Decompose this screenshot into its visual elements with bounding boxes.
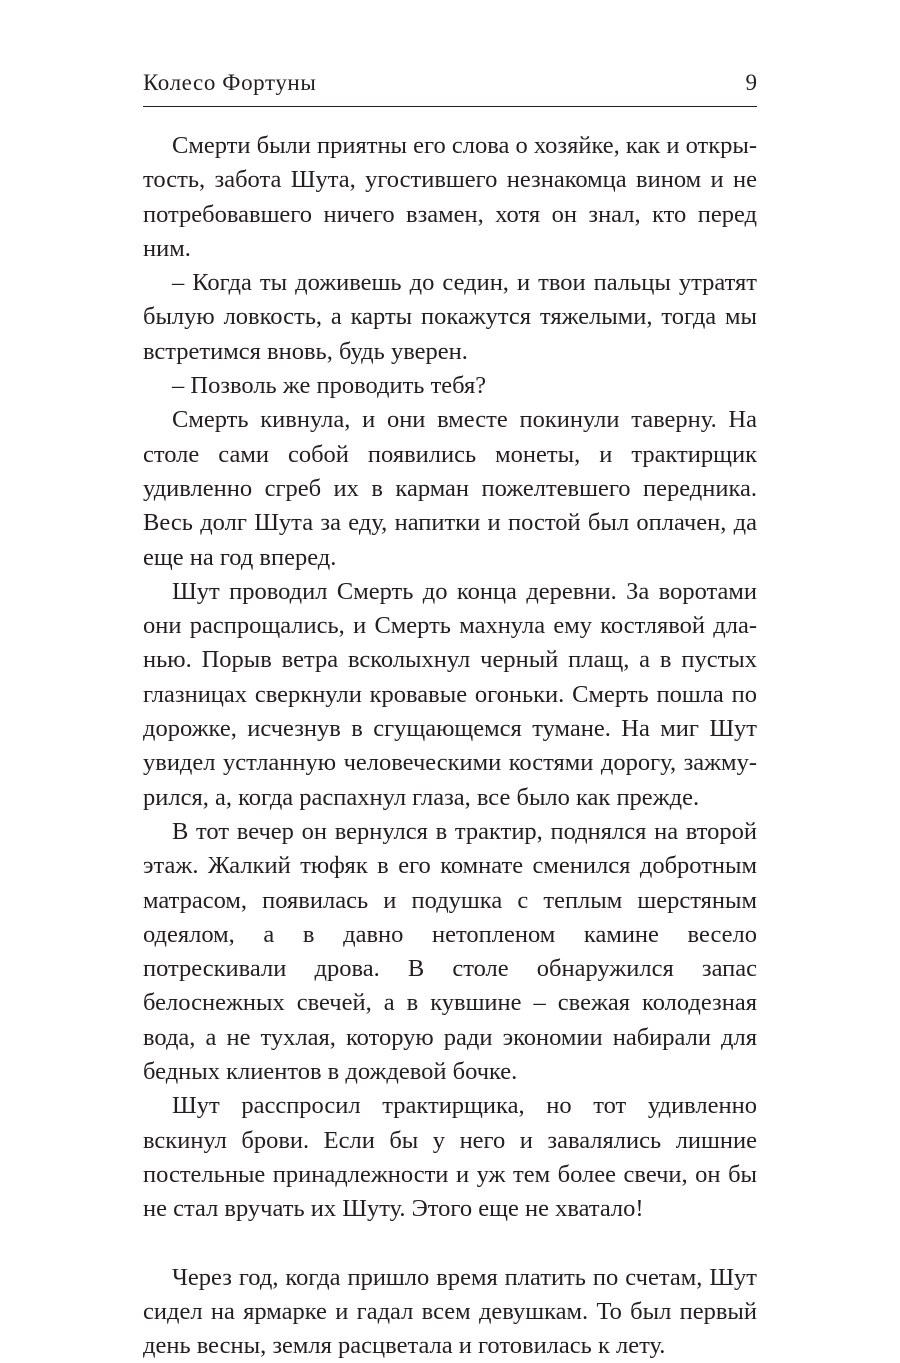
- paragraph-dialogue: – Когда ты доживешь до седин, и твои пальцы утратят былую ловкость, а карты покажутся тяжелыми, тогда мы встретимся вновь, будь уверен.: [143, 266, 757, 369]
- paragraph: Смерть кивнула, и они вместе покинули таверну. На столе сами собой появились монеты, и трактирщик удивленно сгреб их в карман пожелтевшего передника. Весь долг Шута за еду, напитки и постой был оплачен, да еще на год вперед.: [143, 403, 757, 574]
- paragraph: Через год, когда пришло время платить по счетам, Шут сидел на ярмарке и гадал всем девушкам. То был первый день весны, земля расцветала и готовилась к лету.: [143, 1261, 757, 1363]
- page-number: 9: [746, 70, 758, 96]
- body-text: [143, 129, 757, 1363]
- paragraph: Смерти были приятны его слова о хозяйке, как и открытость, забота Шута, угостившего незнакомца вином и не потребовавшего ничего взамен, хотя он знал, кто перед ним.: [143, 129, 757, 266]
- page-header: [143, 70, 757, 100]
- paragraph: В тот вечер он вернулся в трактир, поднялся на второй этаж. Жалкий тюфяк в его комнате сменился добротным матрасом, появилась и подушка с теплым шерстяным одеялом, а в давно нетопленом камине весело потрескивали дрова. В столе обнаружился запас белоснежных свечей, а в кувшине – свежая колодезная вода, а не тухлая, которую ради экономии набирали для бедных клиентов в дождевой бочке.: [143, 815, 757, 1089]
- running-title: Колесо Фортуны: [143, 70, 316, 96]
- paragraph-dialogue: – Позволь же проводить тебя?: [143, 369, 757, 403]
- paragraph: Шут расспросил трактирщика, но тот удивленно вскинул брови. Если бы у него и завалялись лишние постельные принадлежности и уж тем более свечи, он бы не стал вручать их Шуту. Этого еще не хватало!: [143, 1089, 757, 1226]
- paragraph: Шут проводил Смерть до конца деревни. За воротами они распрощались, и Смерть махнула ему костлявой дланью. Порыв ветра всколыхнул черный плащ, а в пустых глазницах сверкнули кровавые огоньки. Смерть пошла по дорожке, исчезнув в сгущающемся тумане. На миг Шут увидел устланную человеческими костями дорогу, зажмурился, а, когда распахнул глаза, все было как прежде.: [143, 575, 757, 815]
- section-break: [143, 1227, 757, 1261]
- header-rule: [143, 106, 757, 107]
